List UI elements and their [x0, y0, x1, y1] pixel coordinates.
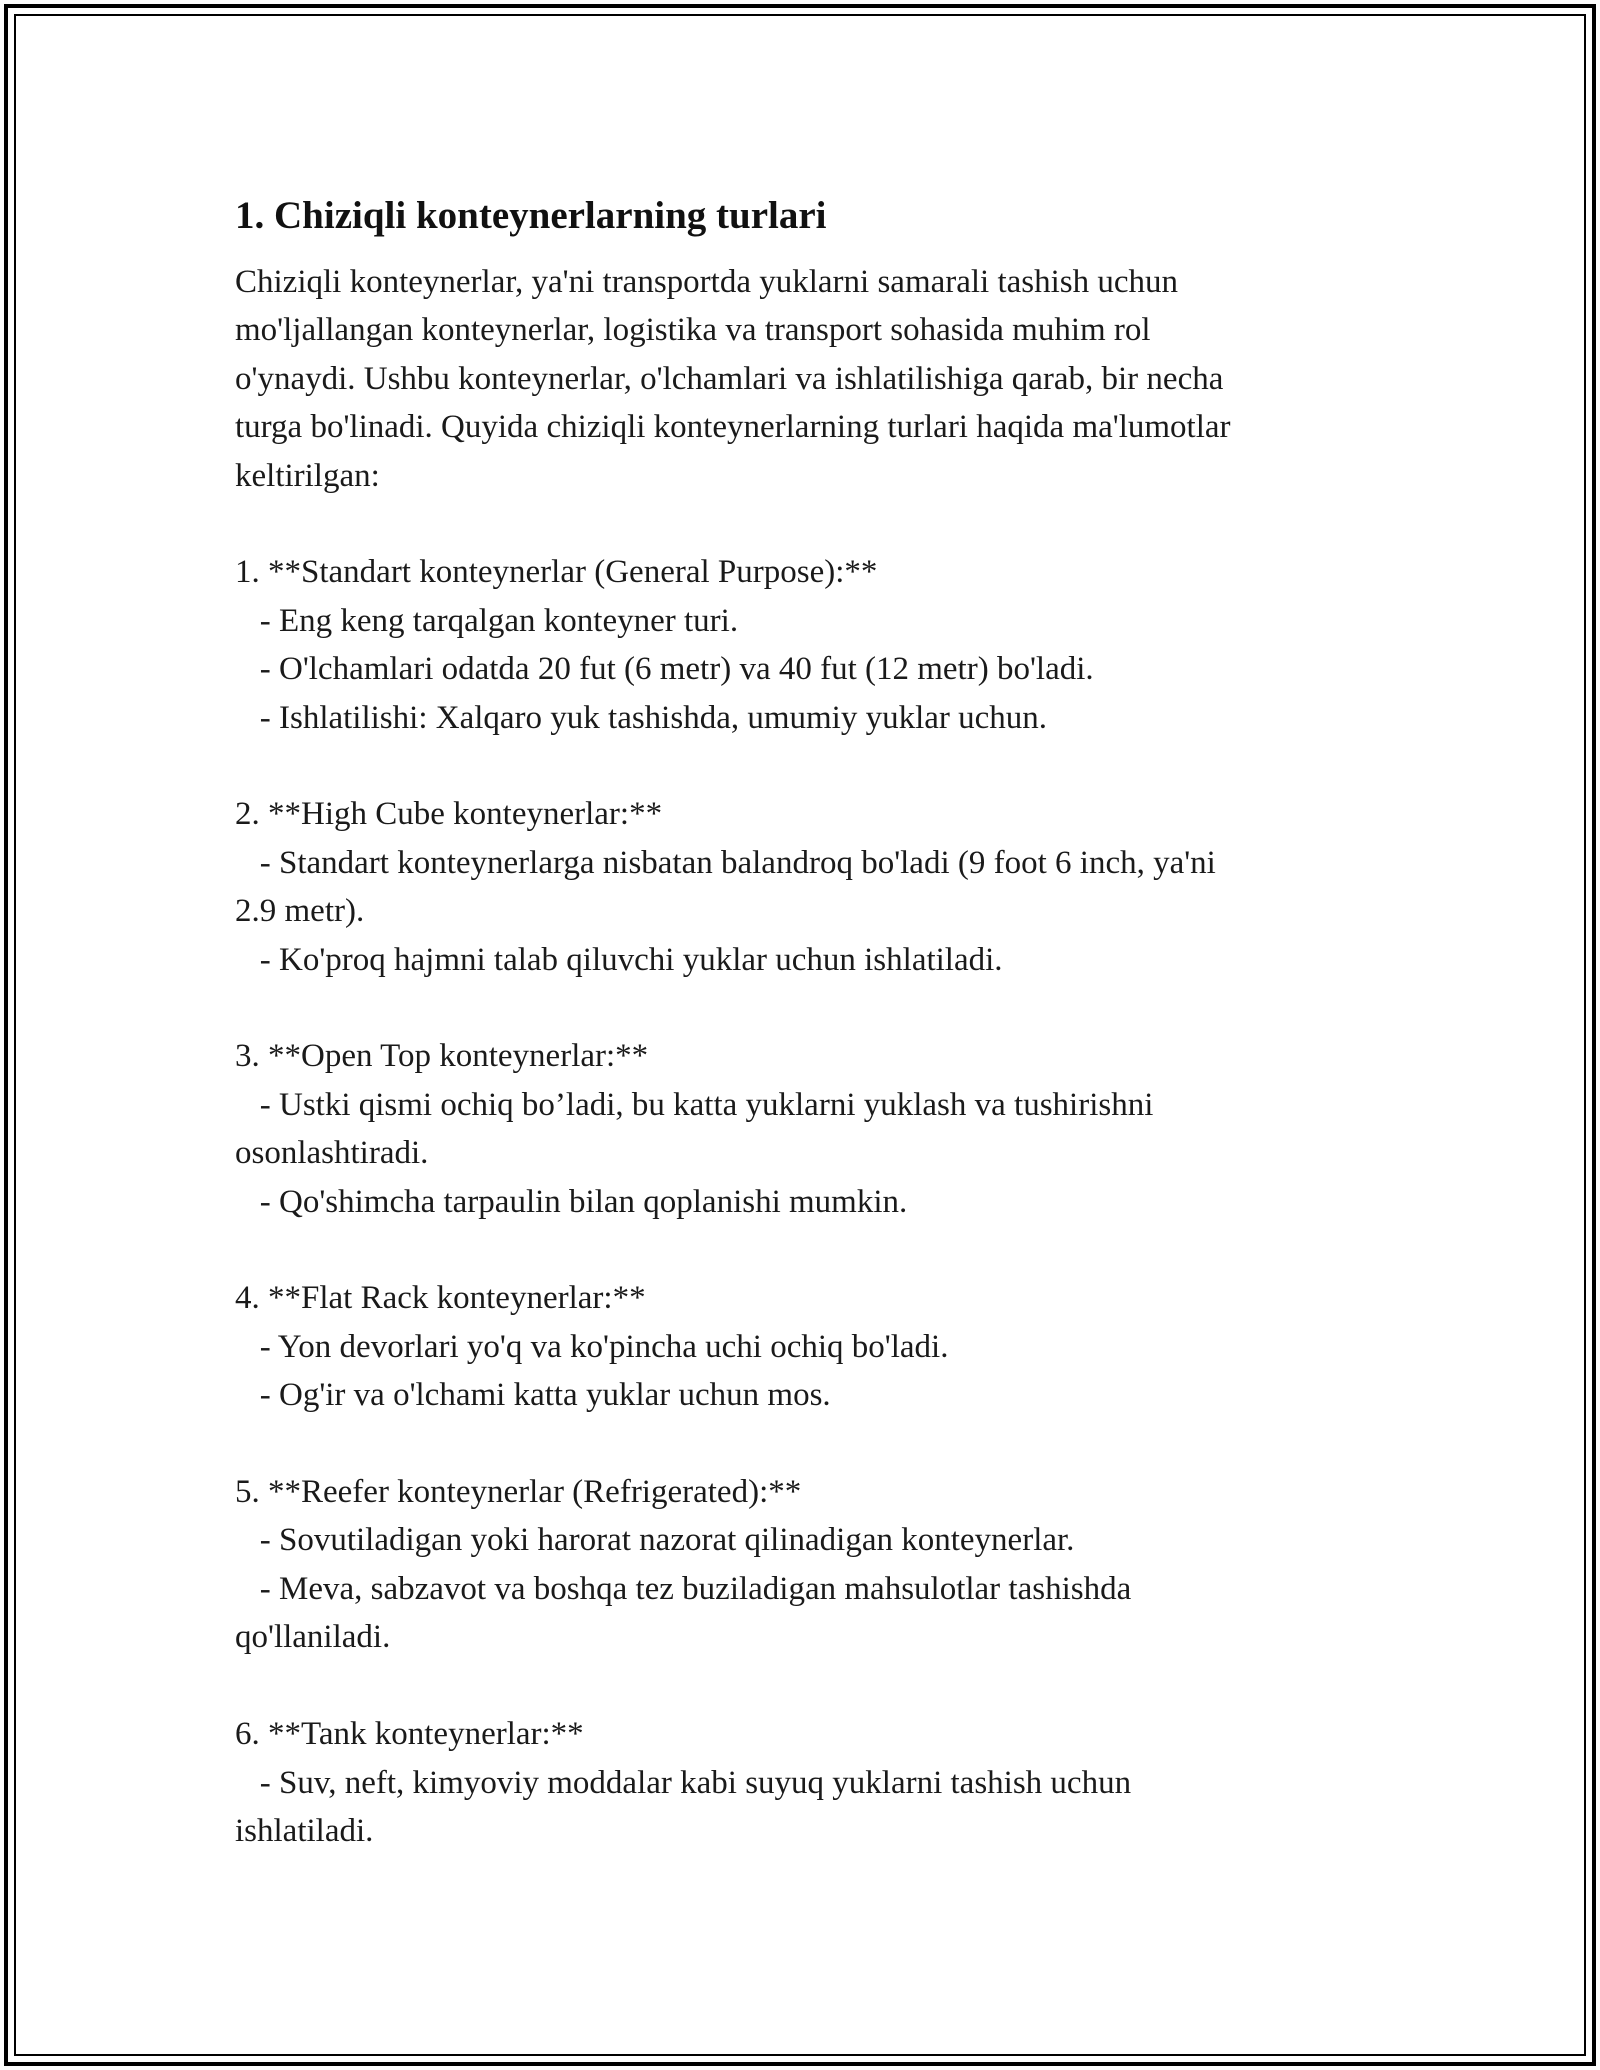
paragraph-gap — [235, 984, 1365, 1032]
paragraph-gap — [235, 1662, 1365, 1710]
list-item-high-cube: 2. **High Cube konteynerlar:** - Standart konteynerlarga nisbatan balandroq bo'ladi (9 foot 6 inch, ya'ni 2.9 metr). - Ko'proq hajmni talab qiluvchi yuklar uchun ishlatiladi. — [235, 796, 1216, 978]
paragraph-gap — [235, 1226, 1365, 1274]
paragraph-gap — [235, 1420, 1365, 1468]
list-item-tank: 6. **Tank konteynerlar:** - Suv, neft, kimyoviy moddalar kabi suyuq yuklarni tashish uchun ishlatiladi. — [235, 1716, 1132, 1849]
document-body — [235, 188, 1365, 1855]
paragraph-gap — [235, 742, 1365, 790]
section-heading: 1. Chiziqli konteynerlarning turlari — [235, 194, 827, 237]
list-item-standart: 1. **Standart konteynerlar (General Purpose):** - Eng keng tarqalgan konteyner turi. - O'lchamlari odatda 20 fut (6 metr) va 40 fut (12 metr) bo'ladi. - Ishlatilishi: Xalqaro yuk tashishda, umumiy yuklar uchun. — [235, 554, 1094, 736]
list-item-reefer: 5. **Reefer konteynerlar (Refrigerated):** - Sovutiladigan yoki harorat nazorat qilinadigan konteynerlar. - Meva, sabzavot va boshqa tez buziladigan mahsulotlar tashishda qo'llaniladi. — [235, 1474, 1132, 1656]
paragraph-gap — [235, 500, 1365, 548]
list-item-open-top: 3. **Open Top konteynerlar:** - Ustki qismi ochiq bo’ladi, bu katta yuklarni yuklash va tushirishni osonlashtiradi. - Qo'shimcha tarpaulin bilan qoplanishi mumkin. — [235, 1038, 1154, 1220]
intro-paragraph: Chiziqli konteynerlar, ya'ni transportda yuklarni samarali tashish uchun mo'ljallangan konteynerlar, logistika va transport sohasida muhim rol o'ynaydi. Ushbu konteynerlar, o'lchamlari va ishlatilishiga qarab, bir necha turga bo'linadi. Quyida chiziqli konteynerlarning turlari haqida ma'lumotlar keltirilgan: — [235, 264, 1231, 494]
list-item-flat-rack: 4. **Flat Rack konteynerlar:** - Yon devorlari yo'q va ko'pincha uchi ochiq bo'ladi. - Og'ir va o'lchami katta yuklar uchun mos. — [235, 1280, 949, 1414]
